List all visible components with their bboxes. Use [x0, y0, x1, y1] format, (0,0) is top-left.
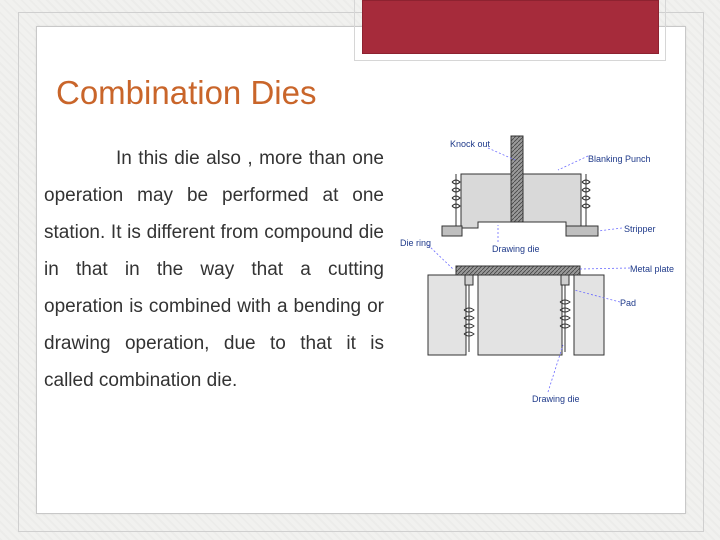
label-drawing-die-bottom: Drawing die — [532, 394, 580, 404]
label-knockout: Knock out — [450, 139, 491, 149]
lower-die-left — [428, 275, 466, 355]
slide-title: Combination Dies — [56, 74, 317, 111]
label-stripper: Stripper — [624, 224, 656, 234]
label-pad: Pad — [620, 298, 637, 308]
pad-pin-right — [561, 275, 569, 285]
metal-plate — [456, 266, 580, 275]
body-paragraph — [44, 140, 384, 399]
label-metal-plate: Metal plate — [630, 264, 675, 274]
pad-pin-left — [465, 275, 473, 285]
stripper-right — [566, 226, 598, 236]
drawing-die-lower — [478, 275, 562, 355]
combination-die-diagram — [398, 130, 688, 420]
label-drawing-die-top: Drawing die — [492, 244, 540, 254]
knockout-rod — [511, 136, 523, 222]
stripper-left — [442, 226, 462, 236]
label-die-ring: Die ring — [400, 238, 432, 248]
lower-die-right — [574, 275, 604, 355]
body-text: In this die also , more than one operation may be performed at one station. It is different from compound die in that in the way that a cutting operation is combined with a bending or drawing operation, due to that it is called combination die. — [44, 148, 384, 391]
accent-bar — [362, 0, 659, 54]
label-blanking-punch: Blanking Punch — [588, 154, 651, 164]
